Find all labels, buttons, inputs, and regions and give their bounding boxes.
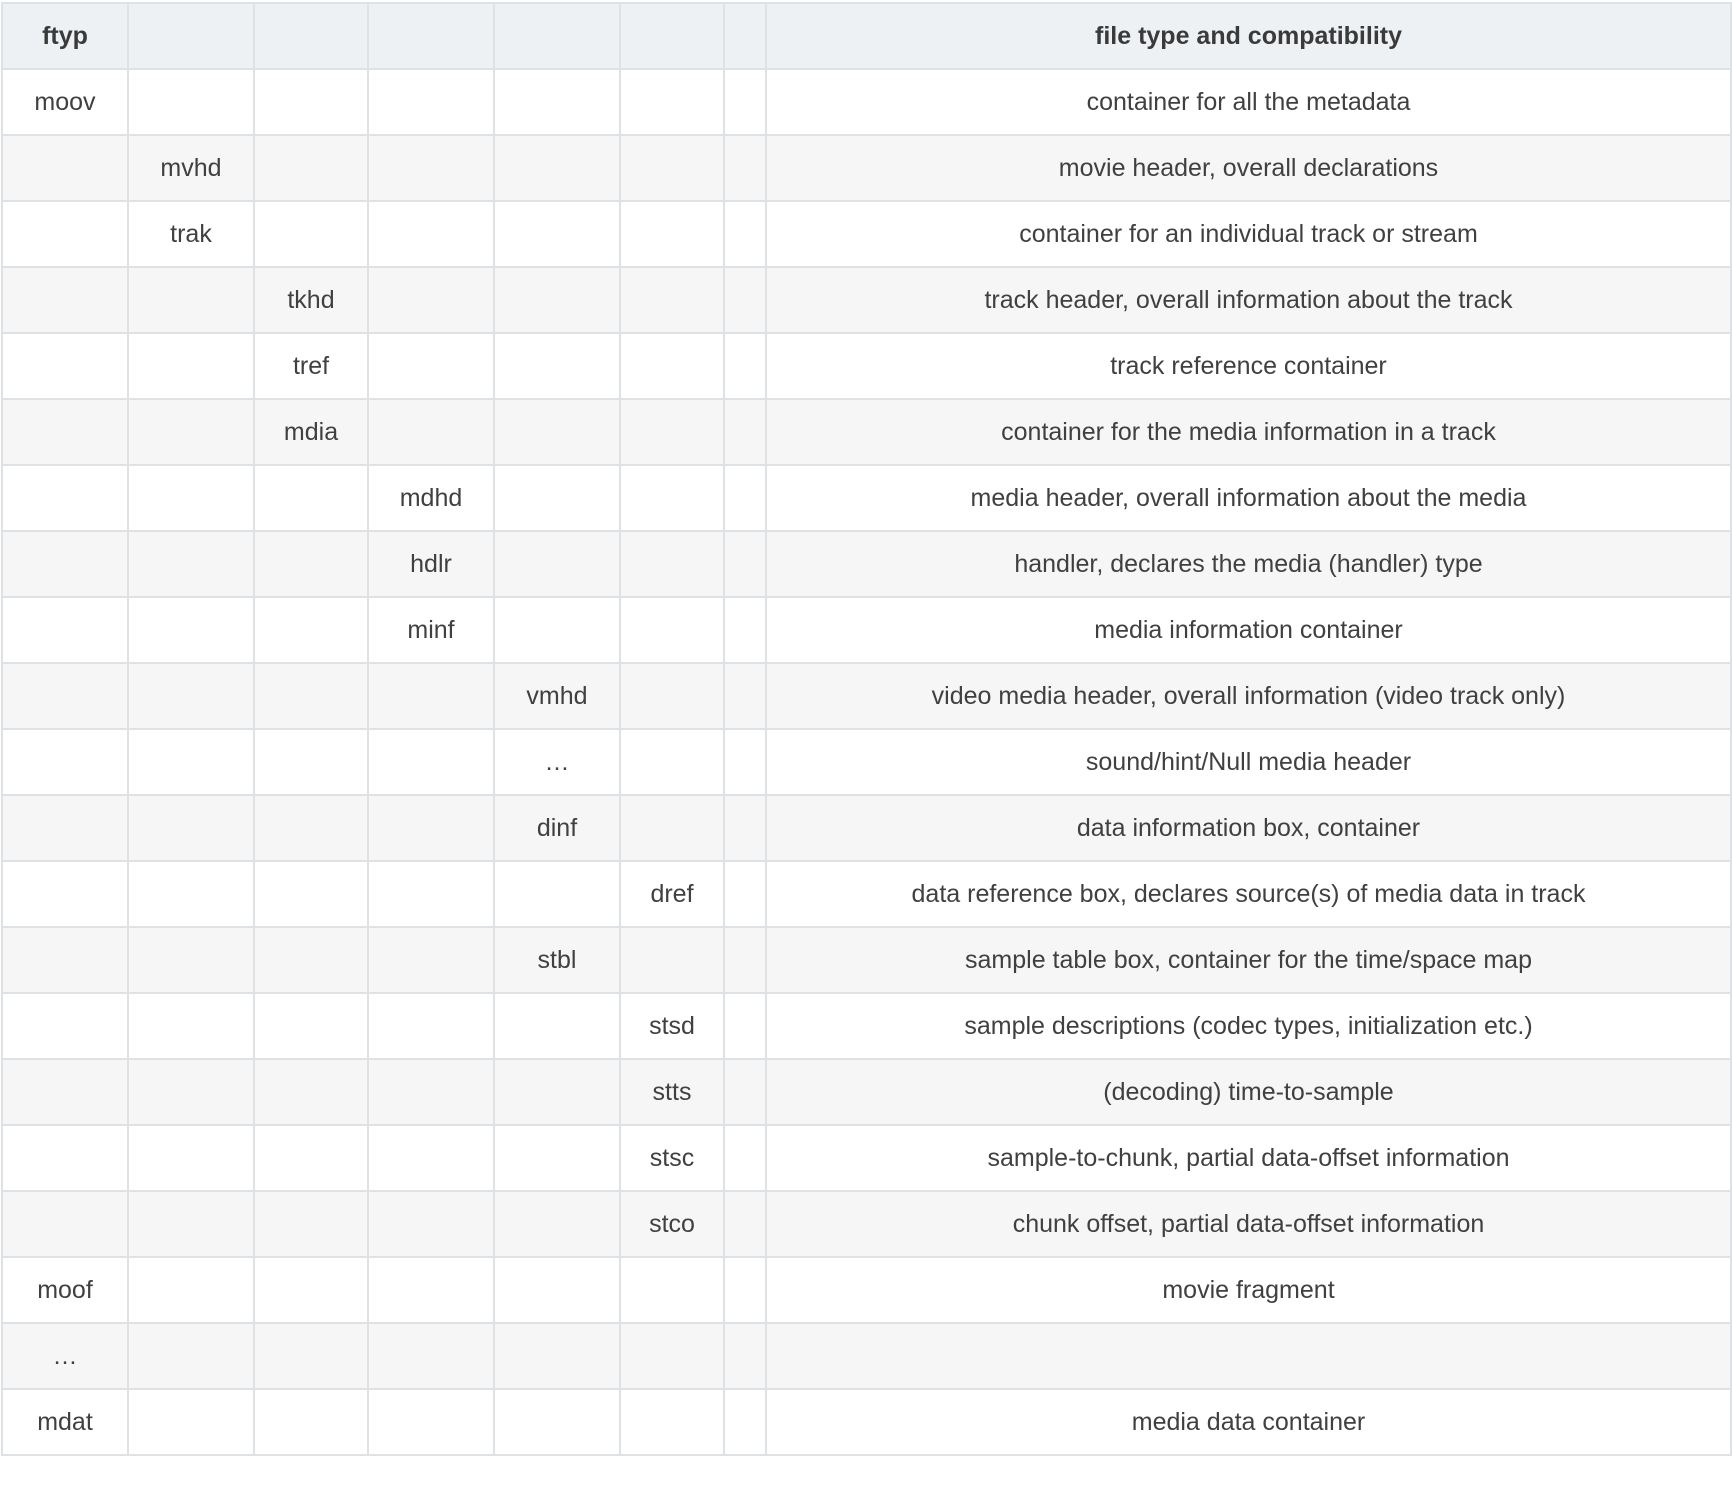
box-name-cell [2,201,128,267]
box-name-cell [494,267,620,333]
box-name-cell [128,729,254,795]
box-name-cell [724,663,766,729]
box-name-cell [620,135,724,201]
box-name-cell: minf [368,597,494,663]
box-name-cell [368,1191,494,1257]
box-name-cell [128,861,254,927]
box-name-cell: stco [620,1191,724,1257]
box-name-cell [724,531,766,597]
table-header-row [2,3,1731,69]
box-name-cell [254,531,368,597]
box-name-cell [620,663,724,729]
description-cell: container for the media information in a track [766,399,1731,465]
box-structure-table [1,2,1732,1456]
box-name-cell [620,927,724,993]
box-name-cell [620,201,724,267]
box-name-cell [494,1389,620,1455]
header-cell [620,3,724,69]
box-name-cell [724,1389,766,1455]
box-name-cell [368,399,494,465]
table-row [2,465,1731,531]
box-name-cell [254,1191,368,1257]
box-name-cell [2,729,128,795]
box-name-cell: trak [128,201,254,267]
description-cell [766,1323,1731,1389]
box-name-cell [724,927,766,993]
description-cell: track header, overall information about the track [766,267,1731,333]
box-name-cell [368,69,494,135]
box-name-cell [494,201,620,267]
box-name-cell [254,465,368,531]
box-name-cell [494,531,620,597]
box-name-cell: mdhd [368,465,494,531]
header-cell [368,3,494,69]
box-name-cell [620,1257,724,1323]
table-row [2,201,1731,267]
box-name-cell [2,663,128,729]
box-name-cell [254,993,368,1059]
box-name-cell [2,267,128,333]
box-name-cell [494,69,620,135]
description-cell: container for an individual track or stream [766,201,1731,267]
box-name-cell [368,135,494,201]
box-name-cell [2,597,128,663]
box-name-cell [724,1191,766,1257]
box-name-cell [368,1323,494,1389]
box-name-cell [254,1389,368,1455]
description-cell: movie header, overall declarations [766,135,1731,201]
box-name-cell [128,531,254,597]
box-name-cell [254,1125,368,1191]
box-name-cell [128,1389,254,1455]
box-name-cell [724,399,766,465]
box-name-cell: stts [620,1059,724,1125]
table-row [2,993,1731,1059]
box-name-cell [368,861,494,927]
box-name-cell [2,531,128,597]
box-name-cell [254,1323,368,1389]
box-name-cell: moov [2,69,128,135]
box-name-cell [128,465,254,531]
table-row [2,1389,1731,1455]
description-cell: (decoding) time-to-sample [766,1059,1731,1125]
box-name-cell [620,729,724,795]
box-name-cell [254,201,368,267]
box-name-cell [494,399,620,465]
box-name-cell [2,465,128,531]
box-name-cell [724,1059,766,1125]
box-name-cell [368,993,494,1059]
box-name-cell: mvhd [128,135,254,201]
box-name-cell [254,69,368,135]
header-cell [724,3,766,69]
box-name-cell [368,729,494,795]
box-name-cell [128,267,254,333]
description-cell: data information box, container [766,795,1731,861]
table-row [2,927,1731,993]
table-row [2,795,1731,861]
box-name-cell [254,729,368,795]
box-name-cell [254,1257,368,1323]
box-name-cell [620,69,724,135]
box-name-cell: moof [2,1257,128,1323]
box-name-cell [494,135,620,201]
table-row [2,267,1731,333]
box-name-cell [724,729,766,795]
box-name-cell [620,531,724,597]
box-name-cell [368,1257,494,1323]
box-name-cell [2,135,128,201]
box-name-cell [2,399,128,465]
description-cell: media header, overall information about the media [766,465,1731,531]
box-name-cell [494,1059,620,1125]
table-row [2,729,1731,795]
box-name-cell: vmhd [494,663,620,729]
box-name-cell [494,1257,620,1323]
description-cell: video media header, overall information (video track only) [766,663,1731,729]
box-name-cell [128,1257,254,1323]
box-name-cell [2,333,128,399]
box-name-cell [494,333,620,399]
box-name-cell: stsc [620,1125,724,1191]
box-name-cell [128,333,254,399]
table-row [2,1059,1731,1125]
table-row [2,1191,1731,1257]
table-row [2,1125,1731,1191]
box-name-cell [2,927,128,993]
table-row [2,399,1731,465]
box-name-cell [620,1323,724,1389]
table-row [2,597,1731,663]
table-row [2,135,1731,201]
box-name-cell [368,663,494,729]
box-name-cell [724,465,766,531]
box-name-cell: … [494,729,620,795]
box-name-cell [494,465,620,531]
table-row [2,1323,1731,1389]
box-name-cell [620,795,724,861]
box-name-cell [128,795,254,861]
description-cell: media information container [766,597,1731,663]
box-name-cell [494,1191,620,1257]
box-name-cell [128,1191,254,1257]
description-cell: data reference box, declares source(s) of media data in track [766,861,1731,927]
box-name-cell [724,861,766,927]
box-name-cell [724,1257,766,1323]
box-name-cell [128,69,254,135]
box-name-cell [724,201,766,267]
box-name-cell [620,465,724,531]
table-body [2,69,1731,1455]
box-name-cell [494,1125,620,1191]
box-name-cell [724,267,766,333]
box-name-cell [2,795,128,861]
box-name-cell [2,1059,128,1125]
box-name-cell [128,663,254,729]
box-name-cell [724,69,766,135]
description-cell: sound/hint/Null media header [766,729,1731,795]
box-name-cell [724,993,766,1059]
table-row [2,69,1731,135]
table-row [2,861,1731,927]
box-name-cell [620,1389,724,1455]
box-name-cell [368,333,494,399]
box-name-cell [2,993,128,1059]
box-name-cell: stsd [620,993,724,1059]
box-name-cell: … [2,1323,128,1389]
box-name-cell [620,333,724,399]
description-cell: media data container [766,1389,1731,1455]
box-name-cell [254,795,368,861]
box-name-cell [254,927,368,993]
description-cell: track reference container [766,333,1731,399]
box-name-cell [128,1125,254,1191]
box-name-cell [620,267,724,333]
box-name-cell [494,993,620,1059]
box-name-cell [724,1125,766,1191]
box-name-cell [128,399,254,465]
box-name-cell: tkhd [254,267,368,333]
box-name-cell [254,861,368,927]
box-name-cell [724,597,766,663]
box-name-cell [368,795,494,861]
table-row [2,1257,1731,1323]
description-cell: container for all the metadata [766,69,1731,135]
box-name-cell [368,201,494,267]
box-name-cell: dref [620,861,724,927]
header-cell [494,3,620,69]
box-name-cell [620,597,724,663]
box-name-cell [494,861,620,927]
header-cell [254,3,368,69]
box-name-cell [368,927,494,993]
header-cell-description: file type and compatibility [766,3,1731,69]
box-name-cell: stbl [494,927,620,993]
box-name-cell [2,1191,128,1257]
box-name-cell [368,1125,494,1191]
description-cell: sample table box, container for the time/space map [766,927,1731,993]
box-name-cell [254,597,368,663]
box-name-cell [724,333,766,399]
table-row [2,531,1731,597]
description-cell: sample-to-chunk, partial data-offset information [766,1125,1731,1191]
table-row [2,663,1731,729]
box-name-cell: mdat [2,1389,128,1455]
box-name-cell [254,1059,368,1125]
header-cell [128,3,254,69]
box-name-cell [128,1059,254,1125]
box-name-cell [494,1323,620,1389]
description-cell: chunk offset, partial data-offset information [766,1191,1731,1257]
box-name-cell [128,1323,254,1389]
box-name-cell [494,597,620,663]
box-name-cell [254,135,368,201]
box-name-cell [724,795,766,861]
box-name-cell [128,927,254,993]
box-name-cell [2,1125,128,1191]
box-name-cell [620,399,724,465]
table-row [2,333,1731,399]
description-cell: sample descriptions (codec types, initialization etc.) [766,993,1731,1059]
box-name-cell [254,663,368,729]
box-name-cell: dinf [494,795,620,861]
header-cell: ftyp [2,3,128,69]
box-name-cell [368,267,494,333]
description-cell: movie fragment [766,1257,1731,1323]
box-name-cell: mdia [254,399,368,465]
box-name-cell [368,1389,494,1455]
box-name-cell [724,135,766,201]
box-name-cell: tref [254,333,368,399]
box-name-cell [2,861,128,927]
description-cell: handler, declares the media (handler) type [766,531,1731,597]
box-name-cell [128,597,254,663]
box-name-cell: hdlr [368,531,494,597]
box-name-cell [724,1323,766,1389]
box-name-cell [128,993,254,1059]
box-name-cell [368,1059,494,1125]
